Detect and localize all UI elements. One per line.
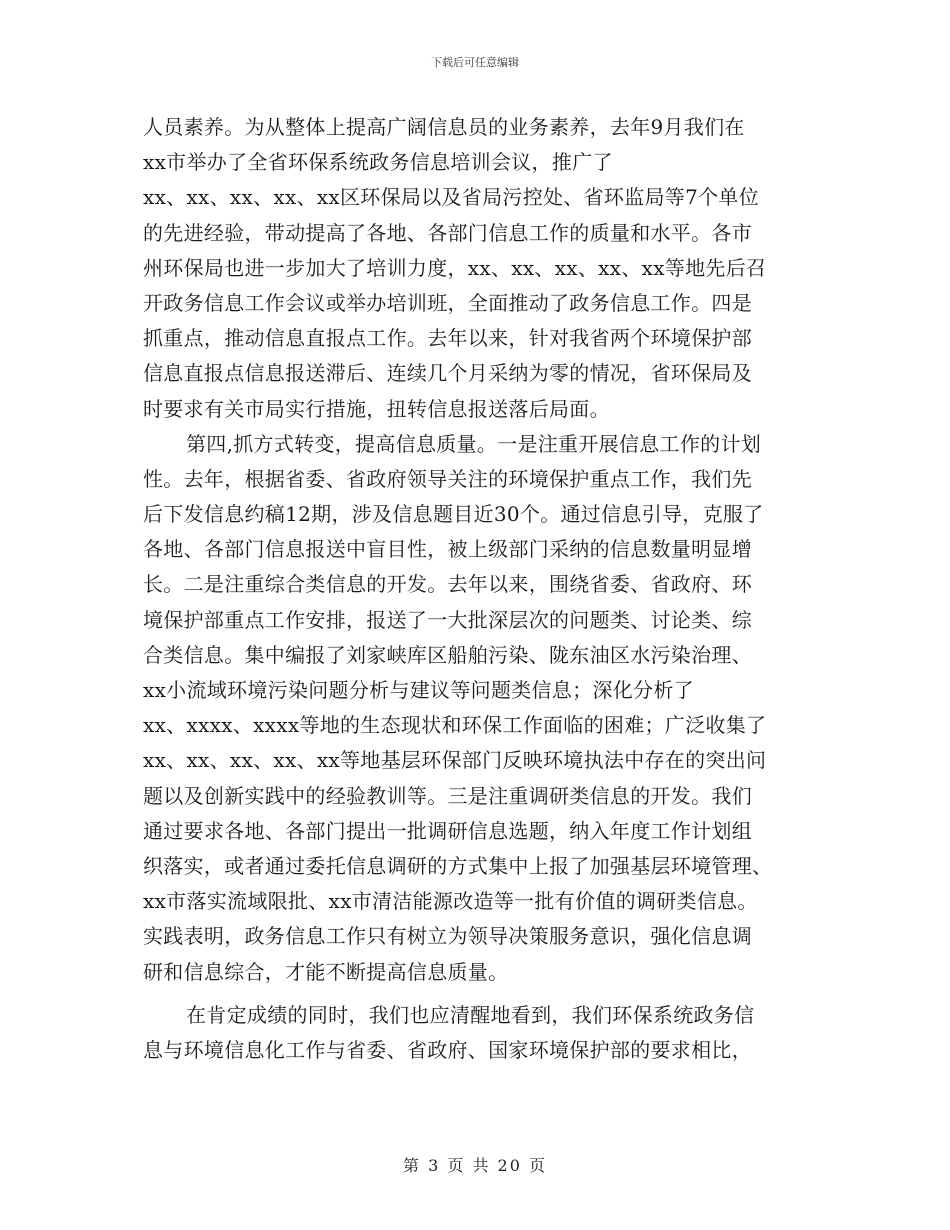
text-line: 开政务信息工作会议或举办培训班，全面推动了政务信息工作。四是	[143, 290, 752, 315]
text-line: 题以及创新实践中的经验教训等。三是注重调研类信息的开发。我们	[143, 783, 752, 808]
text-line: 各地、各部门信息报送中盲目性，被上级部门采纳的信息数量明显增	[143, 537, 752, 562]
text-line: 研和信息综合，才能不断提高信息质量。	[143, 959, 509, 984]
text-line: 信息直报点信息报送滞后、连续几个月采纳为零的情况，省环保局及	[143, 361, 752, 386]
text-line: 通过要求各地、各部门提出一批调研信息选题，纳入年度工作计划组	[143, 818, 752, 843]
paragraph-gap	[143, 990, 808, 998]
paragraph-start-line: 在肯定成绩的同时，我们也应清醒地看到，我们环保系统政务信	[186, 1002, 755, 1027]
text-line: 的先进经验，带动提高了各地、各部门信息工作的质量和水平。各市	[143, 220, 752, 245]
text-line: 织落实，或者通过委托信息调研的方式集中上报了加强基层环境管理、	[143, 853, 773, 878]
text-line: 时要求有关市局实行措施，扭转信息报送落后局面。	[143, 396, 610, 421]
page-number-footer: 第 3 页 共 20 页	[403, 1156, 547, 1175]
text-line: 人员素养。为从整体上提高广阔信息员的业务素养，去年9月我们在	[143, 115, 745, 139]
text-line: 境保护部重点工作安排，报送了一大批深层次的问题类、讨论类、综	[143, 607, 752, 632]
text-line: 州环保局也进一步加大了培训力度，xx、xx、xx、xx、xx等地先后召	[143, 255, 767, 280]
text-line: 性。去年，根据省委、省政府领导关注的环境保护重点工作，我们先	[143, 466, 752, 491]
text-line: 实践表明，政务信息工作只有树立为领导决策服务意识，强化信息调	[143, 924, 752, 949]
paragraph-start-line: 第四,抓方式转变，提高信息质量。一是注重开展信息工作的计划	[186, 431, 762, 456]
text-line: 长。二是注重综合类信息的开发。去年以来，围绕省委、省政府、环	[143, 572, 752, 597]
text-line: xx、xx、xx、xx、xx等地基层环保部门反映环境执法中存在的突出问	[143, 748, 767, 773]
page-header-note: 下载后可任意编辑	[431, 56, 519, 69]
text-line: xx市落实流域限批、xx市清洁能源改造等一批有价值的调研类信息。	[143, 889, 758, 914]
text-line: 抓重点，推动信息直报点工作。去年以来，针对我省两个环境保护部	[143, 326, 752, 351]
text-line: xx、xxxx、xxxx等地的生态现状和环保工作面临的困难；广泛收集了	[143, 713, 767, 738]
text-line: 合类信息。集中编报了刘家峡库区船舶污染、陇东油区水污染治理、	[143, 642, 752, 667]
text-line: 息与环境信息化工作与省委、省政府、国家环境保护部的要求相比，	[143, 1037, 752, 1062]
text-line: xx、xx、xx、xx、xx区环保局以及省局污控处、省环监局等7个单位	[143, 185, 760, 210]
document-body	[143, 110, 808, 1068]
text-line: xx市举办了全省环保系统政务信息培训会议，推广了	[143, 150, 613, 175]
text-line: 后下发信息约稿12期，涉及信息题目近30个。通过信息引导，克服了	[143, 502, 764, 527]
text-line: xx小流域环境污染问题分析与建议等问题类信息；深化分析了	[143, 678, 694, 702]
